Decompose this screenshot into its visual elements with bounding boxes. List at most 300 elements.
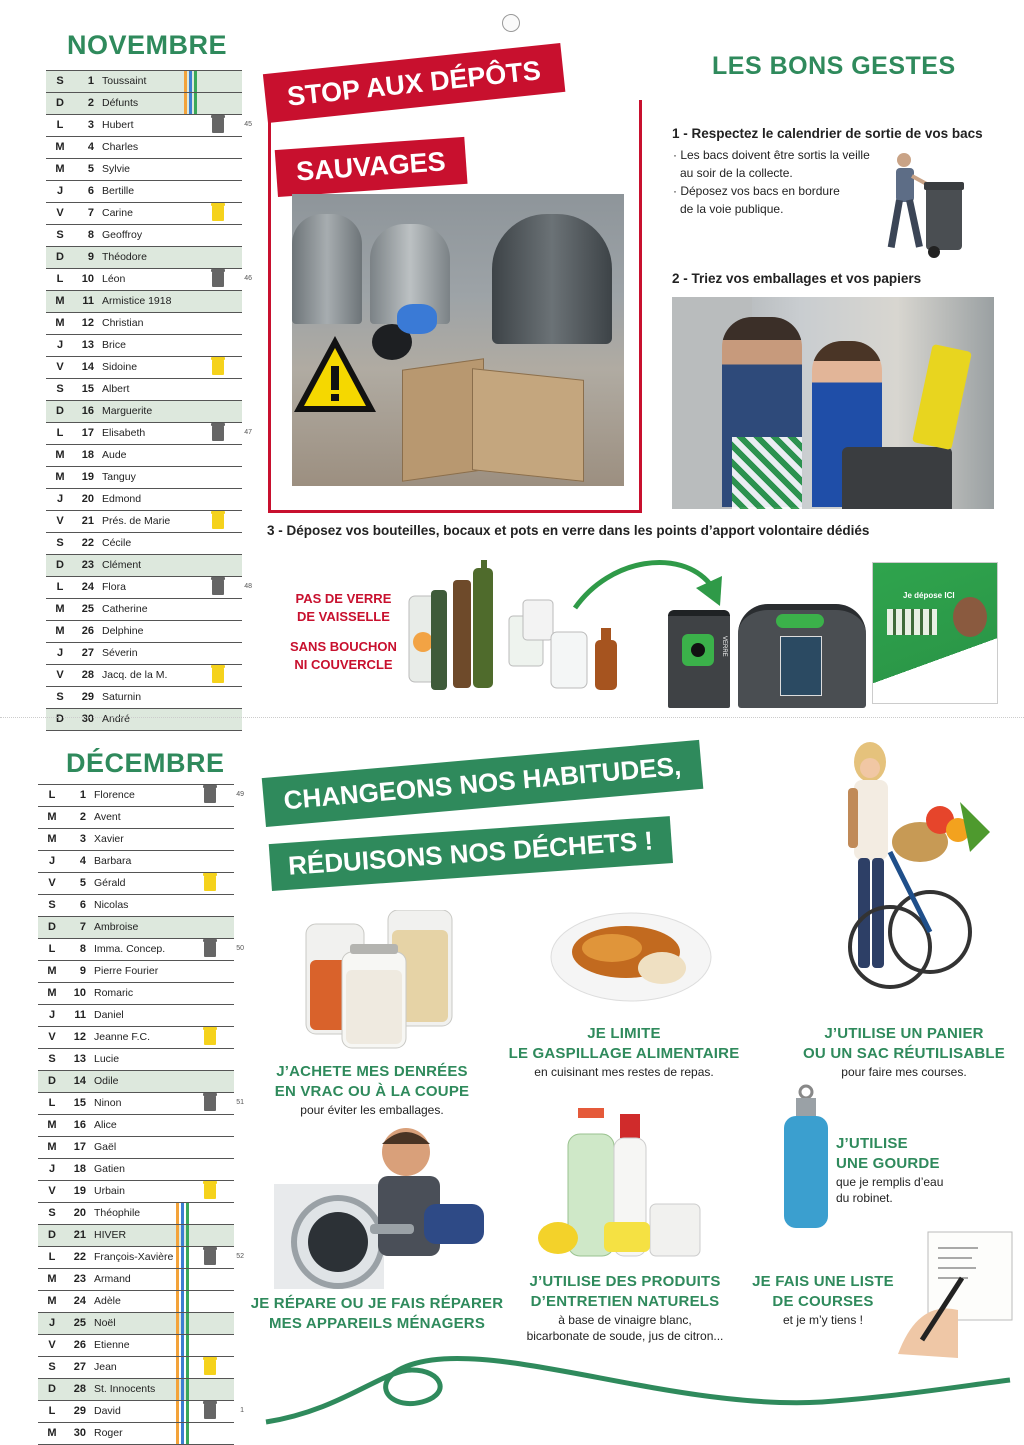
- weekday-letter: V: [56, 207, 64, 219]
- saint-name: Aude: [102, 449, 127, 461]
- weekday-letter: M: [55, 141, 65, 153]
- saint-name: Adèle: [94, 1295, 121, 1307]
- sorting-family-photo: [672, 297, 994, 509]
- december-day-row: [38, 1203, 234, 1225]
- day-number: 23: [73, 1273, 86, 1285]
- container-1: [292, 214, 362, 324]
- november-day-row: [46, 489, 242, 511]
- day-number: 16: [73, 1119, 86, 1131]
- holiday-stripe: [176, 1401, 179, 1422]
- holiday-stripe: [176, 1269, 179, 1290]
- november-day-row: [46, 599, 242, 621]
- holiday-stripe: [176, 1203, 179, 1224]
- day-number: 28: [81, 669, 94, 681]
- saint-name: Théophile: [94, 1207, 141, 1219]
- holiday-stripe: [189, 71, 192, 92]
- grey-bin-icon: [212, 271, 224, 287]
- december-day-row: [38, 1357, 234, 1379]
- glass-slot: [682, 634, 714, 666]
- weekday-letter: J: [56, 339, 64, 351]
- holiday-stripe: [194, 71, 197, 92]
- holiday-stripe: [186, 1401, 189, 1422]
- december-day-row: [38, 1247, 244, 1269]
- weekday-letter: V: [48, 1185, 56, 1197]
- november-day-row: [46, 467, 242, 489]
- saint-name: Marguerite: [102, 405, 153, 417]
- weekday-letter: L: [48, 1097, 56, 1109]
- weekday-letter: V: [48, 1339, 56, 1351]
- tip-gaspillage: [508, 1024, 740, 1080]
- grey-bin-icon: [212, 579, 224, 595]
- container-label: VERRE: [721, 636, 727, 657]
- step1-bullet2b: de la voie publique.: [680, 202, 784, 216]
- saint-name: Lucie: [94, 1053, 120, 1065]
- saint-name: Cécile: [102, 537, 132, 549]
- step1-title: 1 - Respectez le calendrier de sortie de vos bacs: [672, 126, 983, 141]
- day-number: 21: [73, 1229, 86, 1241]
- poster-bottles: [887, 609, 937, 635]
- holiday-stripe: [189, 93, 192, 114]
- saint-name: Romaric: [94, 987, 134, 999]
- weekday-letter: M: [47, 811, 57, 823]
- saint-name: Nicolas: [94, 899, 129, 911]
- november-day-row: [46, 247, 242, 269]
- day-number: 15: [81, 383, 94, 395]
- tip-panier-title1: J’UTILISE UN PANIER: [824, 1025, 984, 1042]
- yellow-bin-icon: [204, 875, 216, 891]
- holiday-stripe: [186, 1313, 189, 1334]
- rule-no-dishes-1: PAS DE VERRE: [295, 591, 392, 606]
- bons-gestes-title: LES BONS GESTES: [712, 52, 956, 80]
- day-number: 8: [79, 943, 86, 955]
- saint-name: Jean: [94, 1361, 117, 1373]
- week-number: 50: [236, 945, 244, 952]
- step1-bullet2: · Déposez vos bacs en bordure: [673, 184, 840, 198]
- grey-bin-icon: [212, 117, 224, 133]
- holiday-stripe: [186, 1379, 189, 1400]
- november-day-row: [46, 687, 242, 709]
- holiday-stripe: [186, 1357, 189, 1378]
- saint-name: Jeanne F.C.: [94, 1031, 151, 1043]
- weekday-letter: S: [56, 229, 64, 241]
- day-number: 14: [81, 361, 94, 373]
- poster-text: Je dépose ICI: [903, 591, 955, 600]
- weekday-letter: S: [48, 1053, 56, 1065]
- saint-name: Etienne: [94, 1339, 130, 1351]
- green-bag: [732, 437, 802, 509]
- holiday-stripe: [181, 1269, 184, 1290]
- week-number: 1: [240, 1407, 244, 1414]
- tip-gourde-title1: J’UTILISE: [836, 1135, 908, 1152]
- day-number: 17: [81, 427, 94, 439]
- tip-liste-title1: JE FAIS UNE LISTE: [752, 1273, 894, 1290]
- weekday-letter: M: [55, 317, 65, 329]
- saint-name: Séverin: [102, 647, 138, 659]
- day-number: 11: [74, 1009, 86, 1021]
- november-day-row: [46, 71, 242, 93]
- holiday-stripe: [176, 1225, 179, 1246]
- tip-repare-title1: JE RÉPARE OU JE FAIS RÉPARER: [250, 1295, 504, 1312]
- weekday-letter: L: [56, 427, 64, 439]
- november-day-row: [46, 709, 242, 731]
- november-title: NOVEMBRE: [67, 30, 228, 60]
- day-number: 30: [81, 713, 94, 725]
- weekday-letter: S: [48, 899, 56, 911]
- weekday-letter: M: [55, 295, 65, 307]
- saint-name: André: [102, 713, 131, 725]
- day-number: 10: [73, 987, 86, 999]
- december-day-row: [38, 895, 234, 917]
- day-number: 14: [73, 1075, 86, 1087]
- tip-panier-title2: OU UN SAC RÉUTILISABLE: [803, 1045, 1005, 1062]
- tip-repare-title2: MES APPAREILS MÉNAGERS: [268, 1315, 486, 1332]
- grey-bin-icon: [204, 1403, 216, 1419]
- grey-bin-icon: [204, 787, 216, 803]
- saint-name: Bertille: [102, 185, 135, 197]
- holiday-stripe: [186, 1203, 189, 1224]
- weekday-letter: M: [47, 965, 57, 977]
- glass-container-large: [738, 604, 866, 708]
- weekday-letter: L: [48, 943, 56, 955]
- saint-name: Théodore: [102, 251, 147, 263]
- november-day-row: [46, 159, 242, 181]
- november-day-row: [46, 357, 242, 379]
- november-day-row: [46, 203, 242, 225]
- november-day-row: [46, 291, 242, 313]
- day-number: 9: [87, 251, 94, 263]
- tip-gourde-sub1: que je remplis d’eau: [836, 1175, 944, 1189]
- holiday-stripe: [176, 1247, 179, 1268]
- weekday-letter: D: [48, 1075, 56, 1087]
- yellow-bin-icon: [212, 667, 224, 683]
- december-day-row: [38, 1291, 234, 1313]
- day-number: 12: [73, 1031, 86, 1043]
- glass-opening: [776, 614, 824, 628]
- tip-liste-sub: et je m’y tiens !: [782, 1313, 864, 1327]
- saint-name: Ninon: [94, 1097, 122, 1109]
- tip-gaspi-title2: LE GASPILLAGE ALIMENTAIRE: [508, 1045, 740, 1062]
- december-day-row: [38, 1005, 234, 1027]
- day-number: 6: [87, 185, 94, 197]
- week-number: 52: [236, 1253, 244, 1260]
- november-day-row: [46, 335, 242, 357]
- saint-name: St. Innocents: [94, 1383, 156, 1395]
- green-swoosh-decoration: [262, 1330, 1014, 1430]
- december-day-row: [38, 1335, 234, 1357]
- weekday-letter: S: [56, 383, 64, 395]
- day-number: 13: [81, 339, 94, 351]
- day-number: 3: [87, 119, 94, 131]
- repairman-illustration: [274, 1124, 490, 1289]
- yellow-bin-icon: [212, 359, 224, 375]
- december-day-row: [38, 1115, 234, 1137]
- november-day-row: [46, 181, 242, 203]
- holiday-stripe: [186, 1291, 189, 1312]
- changeons-banner-line1: [262, 740, 703, 827]
- holiday-stripe: [176, 1335, 179, 1356]
- holiday-stripe: [184, 71, 187, 92]
- day-number: 20: [73, 1207, 86, 1219]
- december-calendar: [38, 784, 244, 1445]
- december-day-row: [38, 983, 234, 1005]
- weekday-letter: V: [56, 515, 64, 527]
- changeons-banner-line2: [269, 816, 673, 891]
- saint-name: Urbain: [94, 1185, 125, 1197]
- day-number: 25: [81, 603, 94, 615]
- weekday-letter: J: [48, 855, 56, 867]
- yellow-bin-icon: [204, 1029, 216, 1045]
- holiday-stripe: [186, 1269, 189, 1290]
- week-number: 46: [244, 275, 252, 282]
- day-number: 3: [79, 833, 86, 845]
- stop-banner-text2: SAUVAGES: [295, 146, 447, 187]
- saint-name: Sidoine: [102, 361, 138, 373]
- saint-name: Charles: [102, 141, 139, 153]
- saint-name: Delphine: [102, 625, 144, 637]
- december-day-row: [38, 785, 244, 807]
- saint-name: Albert: [102, 383, 130, 395]
- day-number: 26: [81, 625, 94, 637]
- tip-gourde-sub2: du robinet.: [836, 1191, 893, 1205]
- december-day-row: [38, 1159, 234, 1181]
- november-day-row: [46, 533, 242, 555]
- november-day-row: [46, 423, 252, 445]
- november-day-row: [46, 665, 242, 687]
- saint-name: Prés. de Marie: [102, 515, 171, 527]
- holiday-stripe: [181, 1225, 184, 1246]
- day-number: 9: [79, 965, 86, 977]
- day-number: 28: [73, 1383, 86, 1395]
- weekday-letter: J: [48, 1009, 56, 1021]
- step2-title: 2 - Triez vos emballages et vos papiers: [672, 271, 922, 286]
- november-day-row: [46, 401, 242, 423]
- holiday-stripe: [181, 1379, 184, 1400]
- november-day-row: [46, 445, 242, 467]
- weekday-letter: D: [48, 1229, 56, 1241]
- grey-bin-icon: [212, 425, 224, 441]
- december-day-row: [38, 829, 234, 851]
- day-number: 21: [81, 515, 94, 527]
- saint-name: Gatien: [94, 1163, 125, 1175]
- arrow-icon: [570, 548, 740, 618]
- recycling-bin: [842, 447, 952, 509]
- week-number: 49: [236, 791, 244, 798]
- weekday-letter: L: [48, 1251, 56, 1263]
- saint-name: Christian: [102, 317, 144, 329]
- november-day-row: [46, 225, 242, 247]
- weekday-letter: M: [55, 471, 65, 483]
- saint-name: Pierre Fourier: [94, 965, 159, 977]
- week-number: 47: [244, 429, 252, 436]
- day-number: 24: [81, 581, 94, 593]
- changeons-text1: CHANGEONS NOS HABITUDES,: [282, 750, 683, 816]
- saint-name: Armand: [94, 1273, 131, 1285]
- holiday-stripe: [176, 1291, 179, 1312]
- weekday-letter: M: [55, 163, 65, 175]
- grey-bin-icon: [204, 1249, 216, 1265]
- weekday-letter: M: [47, 1273, 57, 1285]
- weekday-letter: M: [47, 1427, 57, 1439]
- december-day-row: [38, 807, 234, 829]
- weekday-letter: D: [48, 921, 56, 933]
- saint-name: Brice: [102, 339, 126, 351]
- weekday-letter: D: [56, 405, 64, 417]
- tip-liste-title2: DE COURSES: [772, 1293, 874, 1310]
- tip-produits-sub2: bicarbonate de soude, jus de citron...: [526, 1329, 724, 1343]
- rule-no-cap-2: NI COUVERCLE: [294, 657, 393, 672]
- weekday-letter: M: [47, 1295, 57, 1307]
- day-number: 6: [79, 899, 86, 911]
- day-number: 11: [82, 295, 94, 307]
- day-number: 20: [81, 493, 94, 505]
- saint-name: Léon: [102, 273, 126, 285]
- day-number: 27: [81, 647, 94, 659]
- december-day-row: [38, 1027, 234, 1049]
- december-day-row: [38, 1269, 234, 1291]
- day-number: 17: [73, 1141, 86, 1153]
- step3-title: 3 - Déposez vos bouteilles, bocaux et pots en verre dans les points d’apport volontaire dédiés: [267, 523, 870, 538]
- day-number: 27: [73, 1361, 86, 1373]
- december-day-row: [38, 1137, 234, 1159]
- december-day-row: [38, 1225, 234, 1247]
- holiday-stripe: [181, 1423, 184, 1444]
- day-number: 18: [81, 449, 94, 461]
- day-number: 7: [87, 207, 94, 219]
- day-number: 7: [79, 921, 86, 933]
- tip-vrac-title2: EN VRAC OU À LA COUPE: [274, 1083, 470, 1100]
- weekday-letter: S: [56, 537, 64, 549]
- holiday-stripe: [176, 1379, 179, 1400]
- december-day-row: [38, 1313, 234, 1335]
- november-day-row: [46, 621, 242, 643]
- december-day-row: [38, 1423, 234, 1445]
- tip-produits-title2: D’ENTRETIEN NATURELS: [530, 1293, 720, 1310]
- tip-panier-sub: pour faire mes courses.: [841, 1065, 967, 1079]
- week-number: 48: [244, 583, 252, 590]
- holiday-stripe: [181, 1247, 184, 1268]
- weekday-letter: L: [56, 119, 64, 131]
- tip-vrac: [268, 1062, 476, 1118]
- yellow-bin-icon: [204, 1183, 216, 1199]
- december-day-row: [38, 961, 234, 983]
- tip-repare: [250, 1294, 504, 1334]
- weekday-letter: M: [47, 1119, 57, 1131]
- december-day-row: [38, 917, 234, 939]
- saint-name: Alice: [94, 1119, 117, 1131]
- day-number: 15: [73, 1097, 86, 1109]
- saint-name: Barbara: [94, 855, 132, 867]
- saint-name: Tanguy: [102, 471, 136, 483]
- blue-bag: [397, 304, 437, 334]
- weekday-letter: J: [48, 1163, 56, 1175]
- december-day-row: [38, 1093, 244, 1115]
- november-day-row: [46, 313, 242, 335]
- week-number: 51: [236, 1099, 244, 1106]
- day-number: 29: [81, 691, 94, 703]
- saint-name: Avent: [94, 811, 121, 823]
- leftover-toast-illustration: [546, 902, 716, 1012]
- december-day-row: [38, 1401, 244, 1423]
- november-day-row: [46, 577, 252, 599]
- container-3: [492, 214, 612, 344]
- cleaning-products-illustration: [538, 1104, 718, 1264]
- weekday-letter: S: [56, 75, 64, 87]
- poster-face: [953, 597, 987, 637]
- day-number: 26: [73, 1339, 86, 1351]
- saint-name: Odile: [94, 1075, 119, 1087]
- saint-name: Clément: [102, 559, 142, 571]
- day-number: 19: [73, 1185, 86, 1197]
- november-calendar: [46, 70, 252, 731]
- man-with-bin-illustration: [868, 150, 968, 260]
- weekday-letter: L: [56, 581, 64, 593]
- bulk-jars-illustration: [300, 910, 460, 1050]
- day-number: 24: [73, 1295, 86, 1307]
- weekday-letter: V: [48, 1031, 56, 1043]
- saint-name: Edmond: [102, 493, 142, 505]
- weekday-letter: S: [56, 691, 64, 703]
- december-title: DÉCEMBRE: [66, 748, 225, 778]
- saint-name: Noël: [94, 1317, 116, 1329]
- weekday-letter: M: [47, 1141, 57, 1153]
- day-number: 23: [81, 559, 94, 571]
- weekday-letter: M: [55, 625, 65, 637]
- weekday-letter: D: [56, 97, 64, 109]
- holiday-stripe: [181, 1335, 184, 1356]
- holiday-stripe: [176, 1423, 179, 1444]
- weekday-letter: L: [48, 789, 56, 801]
- tip-gourde: [836, 1134, 976, 1206]
- november-day-row: [46, 269, 252, 291]
- december-day-row: [38, 1181, 234, 1203]
- day-number: 29: [73, 1405, 86, 1417]
- weekday-letter: V: [56, 669, 64, 681]
- weekday-letter: M: [55, 603, 65, 615]
- yellow-bin-icon: [204, 1359, 216, 1375]
- december-day-row: [38, 939, 244, 961]
- december-day-row: [38, 873, 234, 895]
- tip-vrac-sub: pour éviter les emballages.: [300, 1103, 444, 1117]
- saint-name: Catherine: [102, 603, 148, 615]
- holiday-stripe: [186, 1423, 189, 1444]
- weekday-letter: L: [56, 273, 64, 285]
- yellow-lid: [912, 344, 972, 450]
- day-number: 5: [79, 877, 86, 889]
- holiday-stripe: [176, 1313, 179, 1334]
- tip-produits-sub1: à base de vinaigre blanc,: [558, 1313, 692, 1327]
- warning-icon: [292, 330, 380, 420]
- day-number: 16: [81, 405, 94, 417]
- rule-no-dishes-2: DE VAISSELLE: [296, 609, 390, 624]
- day-number: 18: [73, 1163, 86, 1175]
- holiday-stripe: [194, 93, 197, 114]
- december-day-row: [38, 851, 234, 873]
- weekday-letter: M: [55, 449, 65, 461]
- day-number: 22: [73, 1251, 86, 1263]
- november-day-row: [46, 643, 242, 665]
- saint-name: David: [94, 1405, 121, 1417]
- weekday-letter: J: [56, 493, 64, 505]
- day-number: 30: [73, 1427, 86, 1439]
- holiday-stripe: [181, 1357, 184, 1378]
- day-number: 12: [81, 317, 94, 329]
- saint-name: Gaël: [94, 1141, 117, 1153]
- tip-panier: [798, 1024, 1010, 1080]
- weekday-letter: V: [48, 877, 56, 889]
- day-number: 2: [79, 811, 86, 823]
- tip-gaspi-sub: en cuisinant mes restes de repas.: [534, 1065, 714, 1079]
- day-number: 1: [79, 789, 86, 801]
